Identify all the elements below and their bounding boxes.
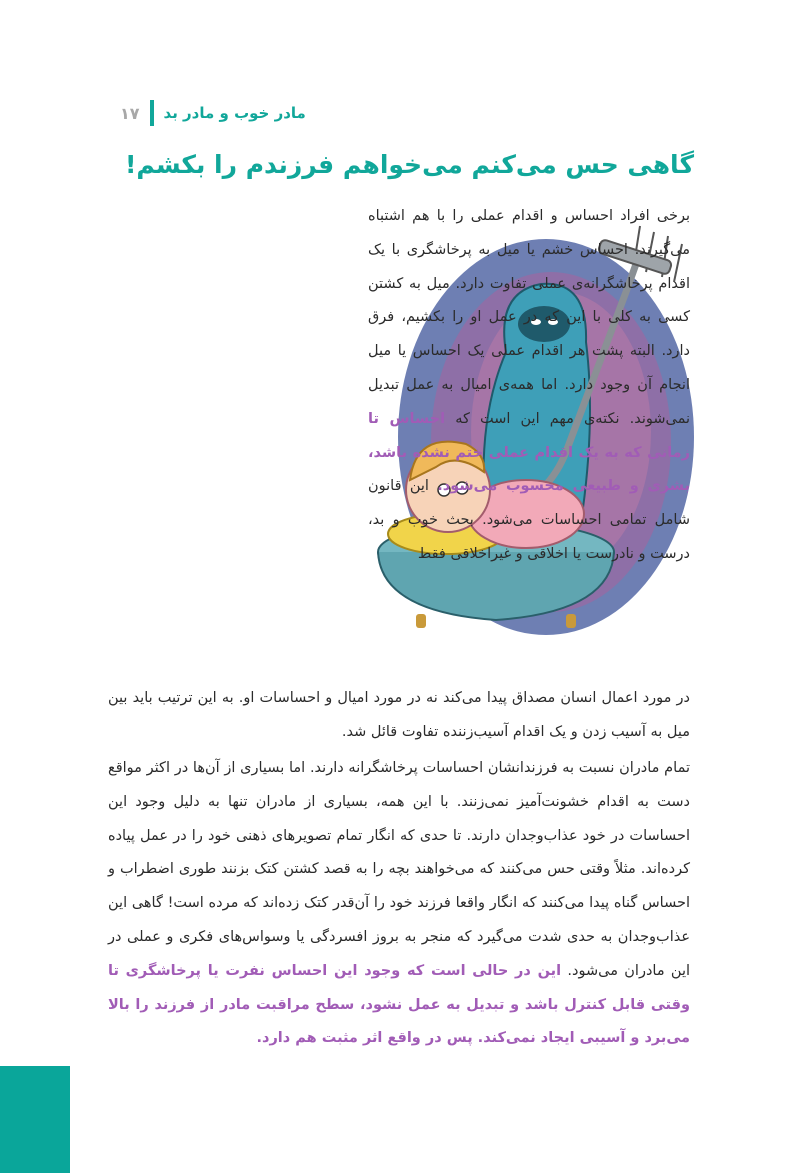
paragraph2-highlight: این در حالی است که وجود این احساس نفرت یا پرخاشگری تا وقتی قابل کنترل باشد و تبدیل به عمل نشود، سطح مراقبت مادر از فرزند را بالا می‌برد و آسیبی ایجاد نمی‌کند. پس در واقع اثر مثبت هم دارد. — [108, 962, 690, 1047]
paragraph1-continuation: در مورد اعمال انسان مصداق پیدا می‌کند نه در مورد امیال و احساسات او. به این ترتیب باید بین میل به آسیب زدن و یک اقدام آسیب‌زننده تفاوت قائل شد. — [108, 690, 690, 740]
paragraph2 — [108, 752, 690, 1056]
side-color-strip — [0, 1066, 70, 1173]
section-title: گاهی حس می‌کنم می‌خواهم فرزندم را بکشم! — [124, 150, 694, 179]
paragraph1-after-highlight: این قانون شامل تمامی احساسات می‌شود. بحث خوب و بد، درست و نادرست یا اخلاقی و غیراخلاقی فقط — [368, 478, 690, 562]
header-divider — [150, 100, 154, 126]
page-number: ۱۷ — [120, 103, 140, 123]
book-title: مادر خوب و مادر بد — [163, 104, 306, 122]
pouf-leg-left — [416, 614, 426, 628]
paragraph1-highlight: احساس تا زمانی که به یک اقدام عملی ختم نشده باشد، بشری و طبیعی محسوب می‌شود. — [368, 410, 690, 495]
paragraph1-wrapped — [368, 200, 690, 572]
paragraph2-text: تمام مادران نسبت به فرزندانشان احساسات پرخاشگرانه دارند. اما بسیاری از آن‌ها در اکثر مواقع دست به اقدام خشونت‌آمیز نمی‌زنند. با این همه، بسیاری از مادران تنها به دلیل وجود این احساسات در خود عذاب‌وجدان دارند. تا حدی که انگار تمام تصویرهای ذهنی خود را در عمل پیاده کرده‌اند. مثلاً وقتی حس می‌کنند که می‌خواهند بچه را به قصد کشتن کتک بزنند طوری اضطراب و احساس گناه پیدا می‌کنند که انگار واقعا فرزند خود را آن‌قدر کتک زده‌اند که مرده است! گاهی این عذاب‌وجدان به حدی شدت می‌گیرد که منجر به بروز افسردگی یا وسواس‌های فکری و عملی در این مادران می‌شود. — [108, 760, 691, 979]
running-header — [120, 100, 306, 126]
paragraph1-text: برخی افراد احساس و اقدام عملی را با هم اشتباه می‌گیرند. احساس خشم یا میل به پرخاشگری با یک اقدام پرخاشگرانه‌ی عملی تفاوت دارد. میل به کشتن کسی به کلی با این که در عمل او را بکشیم، فرق دارد. البته پشت هر اقدام عملی یک احساس یا میل انجام آن وجود دارد. اما همه‌ی امیال به عمل تبدیل نمی‌شوند. نکته‌ی مهم این است که — [368, 208, 690, 427]
pouf-leg-right — [566, 614, 576, 628]
